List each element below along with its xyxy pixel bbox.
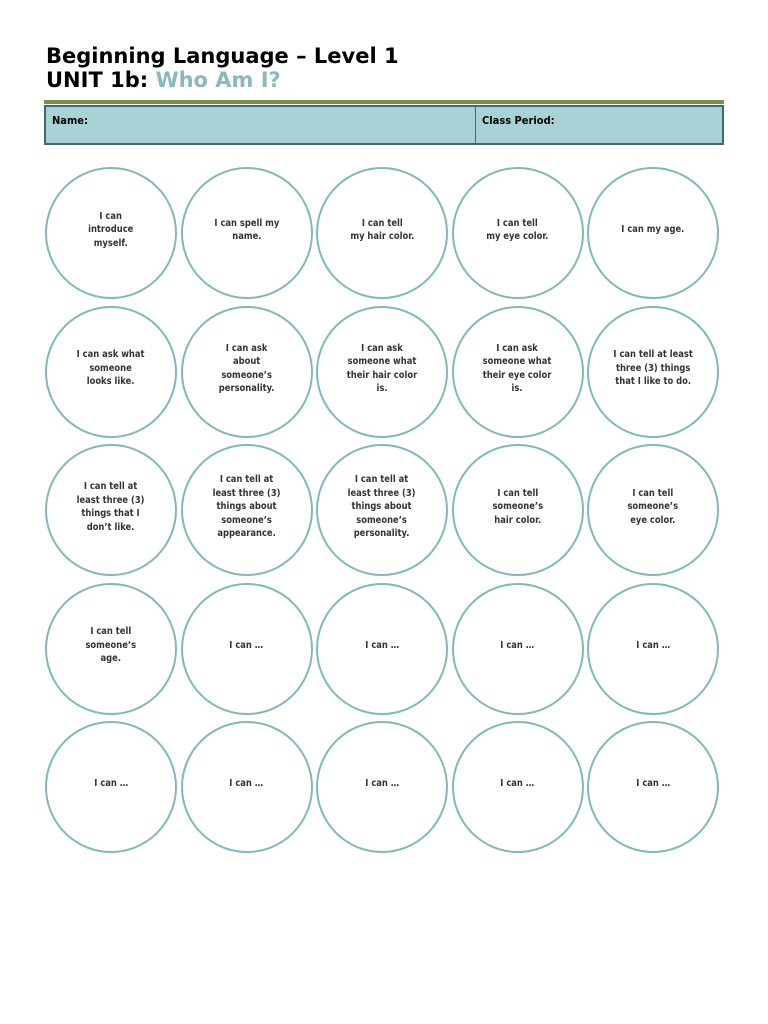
- name-label: Name:: [52, 114, 88, 127]
- can-do-statement: I can tell my hair color.: [350, 217, 414, 242]
- page-title: [46, 44, 399, 92]
- can-do-circle: [587, 444, 719, 576]
- can-do-circle: [45, 167, 177, 299]
- can-do-circle: [587, 721, 719, 853]
- can-do-statement: I can spell my name.: [214, 217, 279, 242]
- can-do-circle: [452, 167, 584, 299]
- header-rule: [44, 100, 724, 104]
- can-do-statement: I can …: [229, 639, 264, 651]
- can-do-circle: [45, 583, 177, 715]
- can-do-statement: I can ask about someone’s personality.: [218, 342, 275, 394]
- can-do-circle: [181, 583, 313, 715]
- can-do-circle: [316, 444, 448, 576]
- can-do-circle: [587, 583, 719, 715]
- can-do-circle: [587, 306, 719, 438]
- can-do-circle: [181, 721, 313, 853]
- can-do-statement: I can …: [500, 639, 535, 651]
- can-do-circle: [316, 583, 448, 715]
- can-do-statement: I can …: [229, 778, 264, 790]
- can-do-statement: I can tell at least three (3) things that I like to do.: [613, 349, 693, 388]
- can-do-circle: [452, 721, 584, 853]
- can-do-statement: I can tell at least three (3) things about someone’s personality.: [348, 474, 416, 540]
- can-do-statement: I can …: [365, 639, 399, 651]
- unit-title: Who Am I?: [155, 68, 281, 92]
- class-period-field[interactable]: [476, 107, 722, 143]
- can-do-circle: [452, 583, 584, 715]
- class-period-label: Class Period:: [482, 114, 555, 127]
- can-do-statement: I can ask what someone looks like.: [77, 349, 145, 388]
- can-do-statement: I can tell at least three (3) things that I don’t like.: [77, 481, 145, 533]
- student-info-bar: [44, 105, 724, 145]
- can-do-circle: [45, 721, 177, 853]
- can-do-statement: I can introduce myself.: [88, 210, 134, 249]
- can-do-circle: [587, 167, 719, 299]
- unit-prefix: UNIT 1b:: [46, 68, 149, 92]
- can-do-circle: [316, 306, 448, 438]
- can-do-circle: [181, 444, 313, 576]
- title-line-1: Beginning Language – Level 1: [46, 44, 399, 68]
- can-do-circle: [45, 306, 177, 438]
- can-do-circle: [181, 306, 313, 438]
- can-do-statement: I can …: [636, 778, 670, 790]
- can-do-circle: [316, 721, 448, 853]
- can-do-circle: [181, 167, 313, 299]
- can-do-circle: [452, 444, 584, 576]
- can-do-statement: I can tell someone’s hair color.: [492, 487, 543, 526]
- can-do-circle-grid: [45, 167, 723, 860]
- can-do-statement: I can tell someone’s eye color.: [627, 487, 679, 526]
- can-do-statement: I can ask someone what their hair color is.: [346, 342, 418, 394]
- can-do-statement: I can tell someone’s age.: [85, 626, 137, 665]
- can-do-statement: I can …: [636, 639, 670, 651]
- can-do-statement: I can …: [365, 778, 399, 790]
- can-do-statement: I can tell my eye color.: [486, 217, 549, 242]
- can-do-statement: I can …: [500, 778, 535, 790]
- can-do-statement: I can …: [94, 778, 128, 790]
- can-do-statement: I can my age.: [621, 224, 685, 236]
- can-do-statement: I can tell at least three (3) things about someone’s appearance.: [212, 474, 281, 540]
- can-do-statement: I can ask someone what their eye color is.: [483, 342, 552, 394]
- can-do-circle: [45, 444, 177, 576]
- can-do-circle: [452, 306, 584, 438]
- can-do-circle: [316, 167, 448, 299]
- name-field[interactable]: [46, 107, 476, 143]
